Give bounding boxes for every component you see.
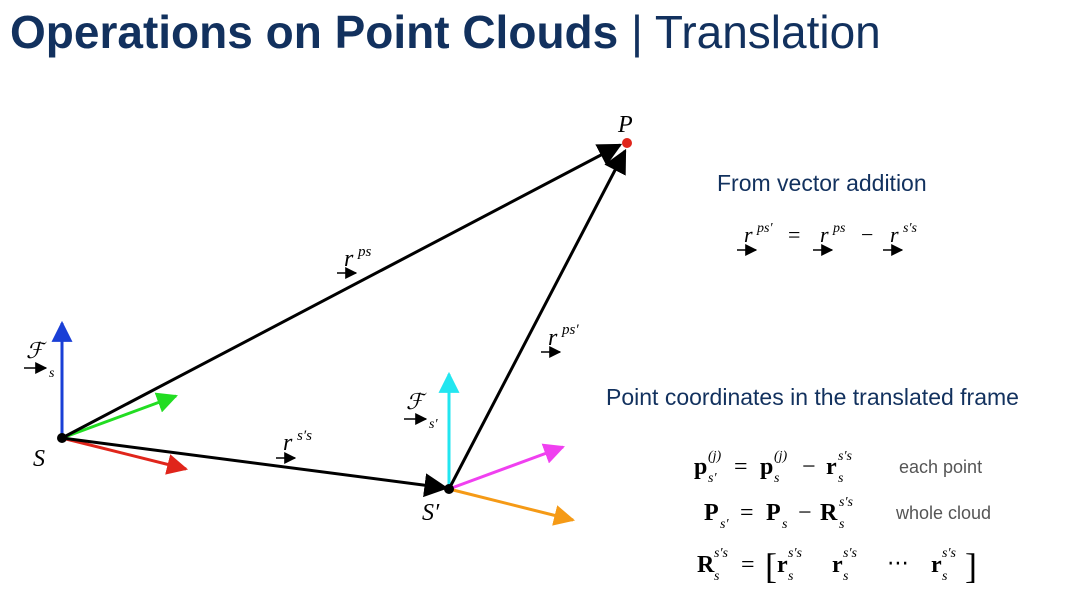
origin-sp-dot (444, 484, 454, 494)
label-frame-sp (404, 389, 438, 432)
eq1-lhs: p (694, 454, 708, 480)
eq2-a: P (766, 500, 781, 526)
eq3-c3-sup: s′s (942, 546, 956, 561)
title-separator: | (631, 6, 643, 58)
eq3-lhs-sub: s (714, 569, 720, 584)
eq2-a-sub: s (782, 517, 788, 532)
label-frame-sp-base: ℱ (406, 389, 424, 414)
eq2-lhs-sub: s′ (720, 517, 729, 532)
veq-t2-sup: s′s (903, 221, 917, 236)
caption-vector-addition: From vector addition (717, 170, 927, 196)
frame-sp-x-axis (449, 489, 573, 520)
eq2-minus: − (798, 500, 812, 526)
eq2-b-sub: s (839, 517, 845, 532)
frame-s-z-axis (62, 396, 176, 438)
label-frame-s (24, 338, 55, 381)
veq-equals: = (788, 222, 801, 247)
eq3-rbr: ] (965, 546, 977, 586)
label-r-ss (276, 428, 312, 458)
veq-lhs: r (744, 222, 753, 247)
eq1-a: p (760, 454, 774, 480)
title-bold: Operations on Point Clouds (10, 6, 619, 58)
label-r-ps-prime (541, 322, 579, 352)
veq-t2: r (890, 222, 899, 247)
vector-r-ps-prime (449, 151, 625, 489)
label-point-p: P (618, 112, 633, 138)
veq-t1-sup: ps (833, 221, 846, 236)
eq3-c1-sup: s′s (788, 546, 802, 561)
eq3-c2-sup: s′s (843, 546, 857, 561)
eq2-b-sup: s′s (839, 495, 853, 510)
origin-s-dot (57, 433, 67, 443)
equation-each-point (690, 448, 890, 492)
label-frame-s-sub: s (49, 366, 55, 381)
label-origin-sp: S′ (422, 500, 440, 526)
title-light: Translation (654, 6, 881, 58)
label-r-ps-base: r (344, 246, 354, 272)
label-r-ps-prime-sup: ps′ (562, 322, 579, 338)
frame-s-x-axis (62, 438, 186, 469)
eq3-dots: ⋯ (887, 551, 909, 576)
note-whole-cloud: whole cloud (896, 503, 992, 523)
eq1-b-sup: s′s (838, 449, 852, 464)
vector-r-ps (62, 145, 620, 438)
eq3-c3-sub: s (942, 569, 948, 584)
label-r-ss-base: r (283, 430, 293, 456)
eq3-eq: = (741, 552, 755, 578)
label-r-ps (337, 244, 372, 273)
eq1-b: r (826, 454, 837, 480)
eq2-b: R (820, 500, 838, 526)
eq3-c2: r (832, 552, 843, 578)
eq3-lhs: R (697, 552, 715, 578)
note-each-point: each point (899, 457, 983, 477)
eq1-a-sup: (j) (774, 449, 788, 464)
label-frame-sp-sub: s′ (429, 417, 438, 432)
label-frame-s-base: ℱ (26, 338, 44, 363)
label-origin-s: S (33, 446, 45, 472)
caption-translated-frame: Point coordinates in the translated frame (606, 384, 1019, 410)
point-p-dot (622, 138, 632, 148)
label-r-ps-prime-base: r (548, 325, 558, 351)
eq3-lhs-sup: s′s (714, 546, 728, 561)
eq1-eq: = (734, 454, 748, 480)
equation-translation-matrix (693, 540, 993, 588)
eq3-c1: r (777, 552, 788, 578)
equation-whole-cloud (700, 494, 900, 538)
eq1-b-sub: s (838, 471, 844, 486)
eq1-minus: − (802, 454, 816, 480)
vector-addition-equation (730, 218, 950, 258)
eq1-a-sub: s (774, 471, 780, 486)
eq3-lbr: [ (765, 546, 777, 586)
eq1-lhs-sub: s′ (708, 471, 717, 486)
label-r-ps-sup: ps (358, 244, 372, 260)
label-r-ss-sup: s′s (297, 428, 312, 444)
veq-minus: − (861, 222, 874, 247)
eq3-c1-sub: s (788, 569, 794, 584)
eq3-c3: r (931, 552, 942, 578)
veq-lhs-sup: ps′ (757, 221, 773, 236)
eq3-c2-sub: s (843, 569, 849, 584)
eq1-lhs-sup: (j) (708, 449, 722, 464)
eq2-eq: = (740, 500, 754, 526)
veq-t1: r (820, 222, 829, 247)
eq2-lhs: P (704, 500, 719, 526)
vector-r-ss (62, 438, 446, 488)
